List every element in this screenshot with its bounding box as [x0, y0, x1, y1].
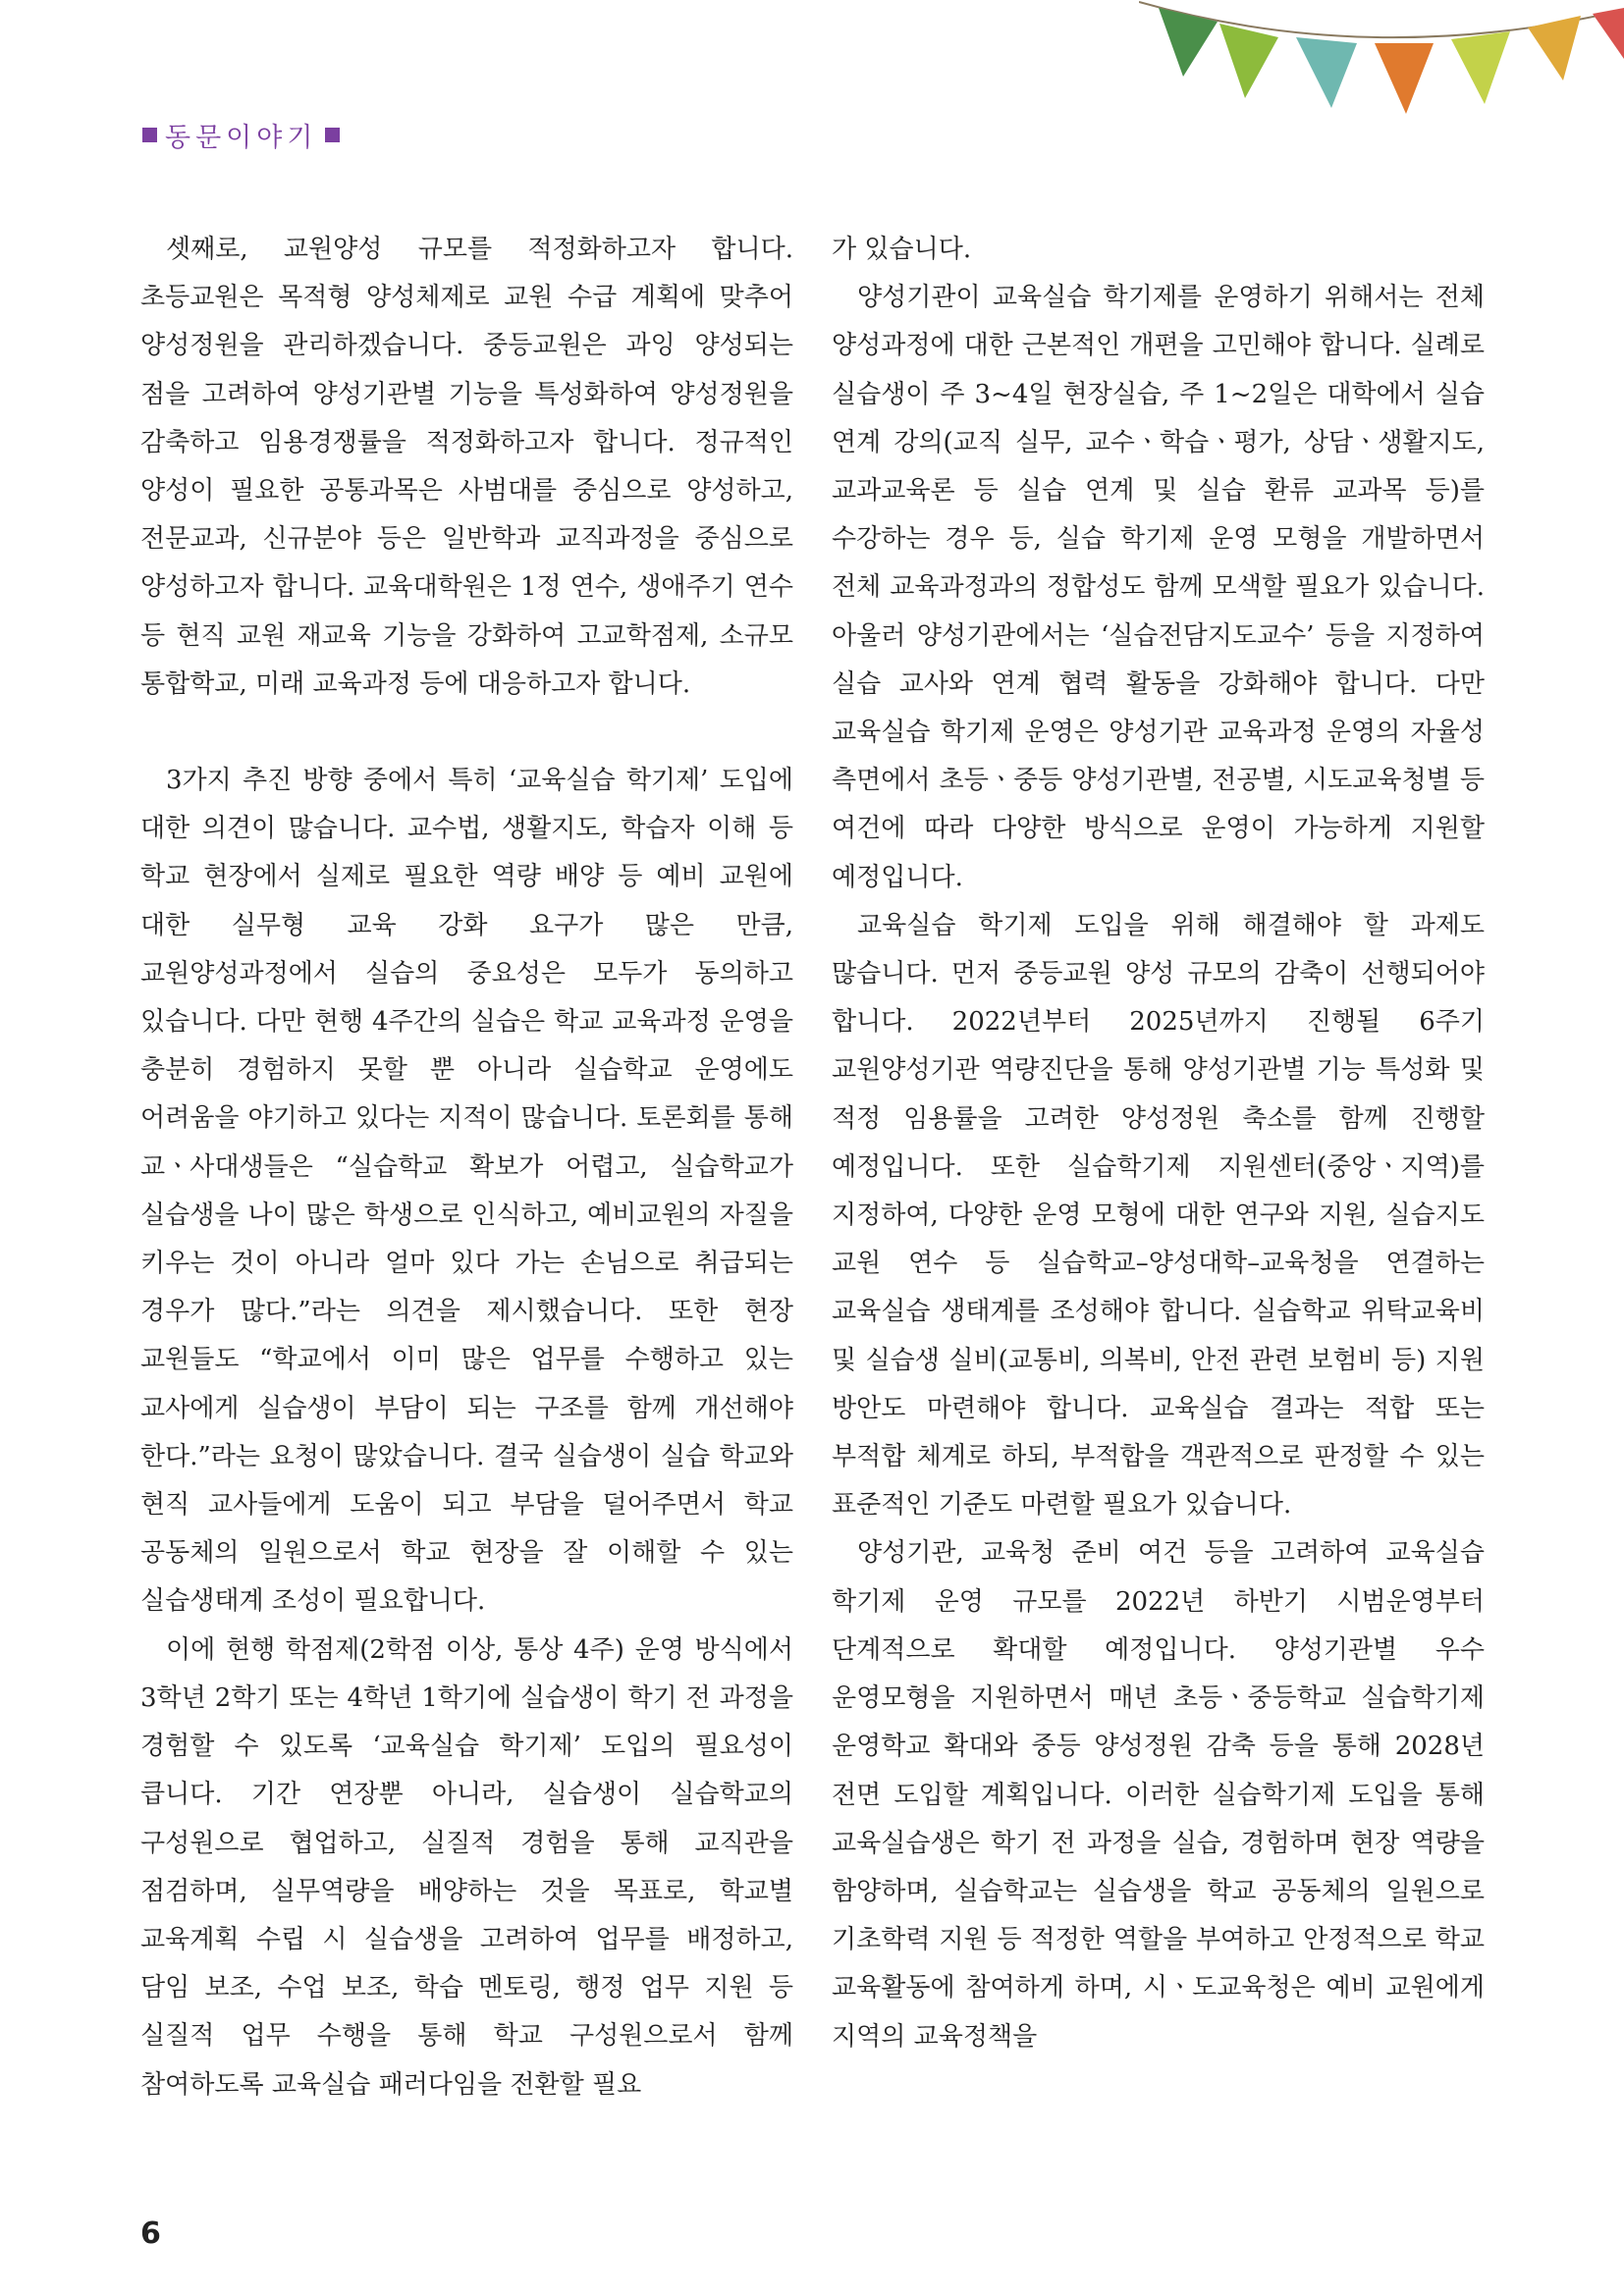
bunting-flag	[1451, 31, 1510, 104]
paragraph: 양성기관이 교육실습 학기제를 운영하기 위해서는 전체 양성과정에 대한 근본적인 개편을 고민해야 합니다. 실례로 실습생이 주 3~4일 현장실습, 주 1~2일은 대학에서 실습 연계 강의(교직 실무, 교수ㆍ학습ㆍ평가, 상담ㆍ생활지도, 교과교육론 등 실습 연계 및 실습 환류 교과목 등)를 수강하는 경우 등, 실습 학기제 운영 모형을 개발하면서 전체 교육과정과의 정합성도 함께 모색할 필요가 있습니다. 아울러 양성기관에서는 ‘실습전담지도교수’ 등을 지정하여 실습 교사와 연계 협력 활동을 강화해야 합니다. 다만 교육실습 학기제 운영은 양성기관 교육과정 운영의 자율성 측면에서 초등ㆍ중등 양성기관별, 전공별, 시도교육청별 등 여건에 따라 다양한 방식으로 운영이 가능하게 지원할 예정입니다.	[832, 283, 1485, 892]
paragraph: 셋째로, 교원양성 규모를 적정화하고자 합니다. 초등교원은 목적형 양성체제로 교원 수급 계획에 맞추어 양성정원을 관리하겠습니다. 중등교원은 과잉 양성되는 점을 고려하여 양성기관별 기능을 특성화하여 양성정원을 감축하고 임용경쟁률을 적정화하고자 합니다. 정규적인 양성이 필요한 공통과목은 사범대를 중심으로 양성하고, 전문교과, 신규분야 등은 일반학과 교직과정을 중심으로 양성하고자 합니다. 교육대학원은 1정 연수, 생애주기 연수 등 현직 교원 재교육 기능을 강화하여 고교학점제, 소규모 통합학교, 미래 교육과정 등에 대응하고자 합니다.	[140, 235, 793, 699]
page-number: 6	[140, 2216, 161, 2251]
bunting-flag	[1219, 24, 1278, 98]
paragraph: 가 있습니다.	[832, 235, 972, 264]
square-bullet-icon	[142, 128, 157, 142]
section-header	[142, 116, 340, 154]
bunting-flag	[1296, 37, 1357, 108]
bunting-decoration	[1139, 0, 1624, 128]
square-bullet-icon	[325, 128, 340, 142]
bunting-flag	[1528, 16, 1581, 80]
bunting-flag	[1375, 43, 1434, 114]
bunting-flag	[1593, 8, 1624, 59]
paragraph: 양성기관, 교육청 준비 여건 등을 고려하여 교육실습 학기제 운영 규모를 2022년 하반기 시범운영부터 단계적으로 확대할 예정입니다. 양성기관별 우수 운영모형을 지원하면서 매년 초등ㆍ중등학교 실습학기제 운영학교 확대와 중등 양성정원 감축 등을 통해 2028년 전면 도입할 계획입니다. 이러한 실습학기제 도입을 통해 교육실습생은 학기 전 과정을 실습, 경험하며 현장 역량을 함양하며, 실습학교는 실습생을 학교 공동체의 일원으로 기초학력 지원 등 적정한 역할을 부여하고 안정적으로 학교 교육활동에 참여하게 하며, 시ㆍ도교육청은 예비 교원에게 지역의 교육정책을	[832, 1538, 1485, 2052]
paragraph: 이에 현행 학점제(2학점 이상, 통상 4주) 운영 방식에서 3학년 2학기 또는 4학년 1학기에 실습생이 학기 전 과정을 경험할 수 있도록 ‘교육실습 학기제’ 도입의 필요성이 큽니다. 기간 연장뿐 아니라, 실습생이 실습학교의 구성원으로 협업하고, 실질적 경험을 통해 교직관을 점검하며, 실무역량을 배양하는 것을 목표로, 학교별 교육계획 수립 시 실습생을 고려하여 업무를 배정하고, 담임 보조, 수업 보조, 학습 멘토링, 행정 업무 지원 등 실질적 업무 수행을 통해 학교 구성원으로서 함께 참여하도록 교육실습 패러다임을 전환할 필요	[140, 1634, 793, 2100]
left-column	[140, 226, 793, 2109]
paragraph: 교육실습 학기제 도입을 위해 해결해야 할 과제도 많습니다. 먼저 중등교원 양성 규모의 감축이 선행되어야 합니다. 2022년부터 2025년까지 진행될 6주기 교원양성기관 역량진단을 통해 양성기관별 기능 특성화 및 적정 임용률을 고려한 양성정원 축소를 함께 진행할 예정입니다. 또한 실습학기제 지원센터(중앙ㆍ지역)를 지정하여, 다양한 운영 모형에 대한 연구와 지원, 실습지도 교원 연수 등 실습학교–양성대학–교육청을 연결하는 교육실습 생태계를 조성해야 합니다. 실습학교 위탁교육비 및 실습생 실비(교통비, 의복비, 안전 관련 보험비 등) 지원 방안도 마련해야 합니다. 교육실습 결과는 적합 또는 부적합 체계로 하되, 부적합을 객관적으로 판정할 수 있는 표준적인 기준도 마련할 필요가 있습니다.	[832, 910, 1485, 1521]
right-column	[832, 226, 1485, 2061]
section-title: 동문이야기	[165, 123, 318, 153]
paragraph: 3가지 추진 방향 중에서 특히 ‘교육실습 학기제’ 도입에 대한 의견이 많습니다. 교수법, 생활지도, 학습자 이해 등 학교 현장에서 실제로 필요한 역량 배양 등 예비 교원에 대한 실무형 교육 강화 요구가 많은 만큼, 교원양성과정에서 실습의 중요성은 모두가 동의하고 있습니다. 다만 현행 4주간의 실습은 학교 교육과정 운영을 충분히 경험하지 못할 뿐 아니라 실습학교 운영에도 어려움을 야기하고 있다는 지적이 많습니다. 토론회를 통해 교ㆍ사대생들은 “실습학교 확보가 어렵고, 실습학교가 실습생을 나이 많은 학생으로 인식하고, 예비교원의 자질을 키우는 것이 아니라 얼마 있다 가는 손님으로 취급되는 경우가 많다.”라는 의견을 제시했습니다. 또한 현장 교원들도 “학교에서 이미 많은 업무를 수행하고 있는 교사에게 실습생이 부담이 되는 구조를 함께 개선해야 한다.”라는 요청이 많았습니다. 결국 실습생이 실습 학교와 현직 교사들에게 도움이 되고 부담을 덜어주면서 학교 공동체의 일원으로서 학교 현장을 잘 이해할 수 있는 실습생태계 조성이 필요합니다.	[140, 766, 793, 1617]
